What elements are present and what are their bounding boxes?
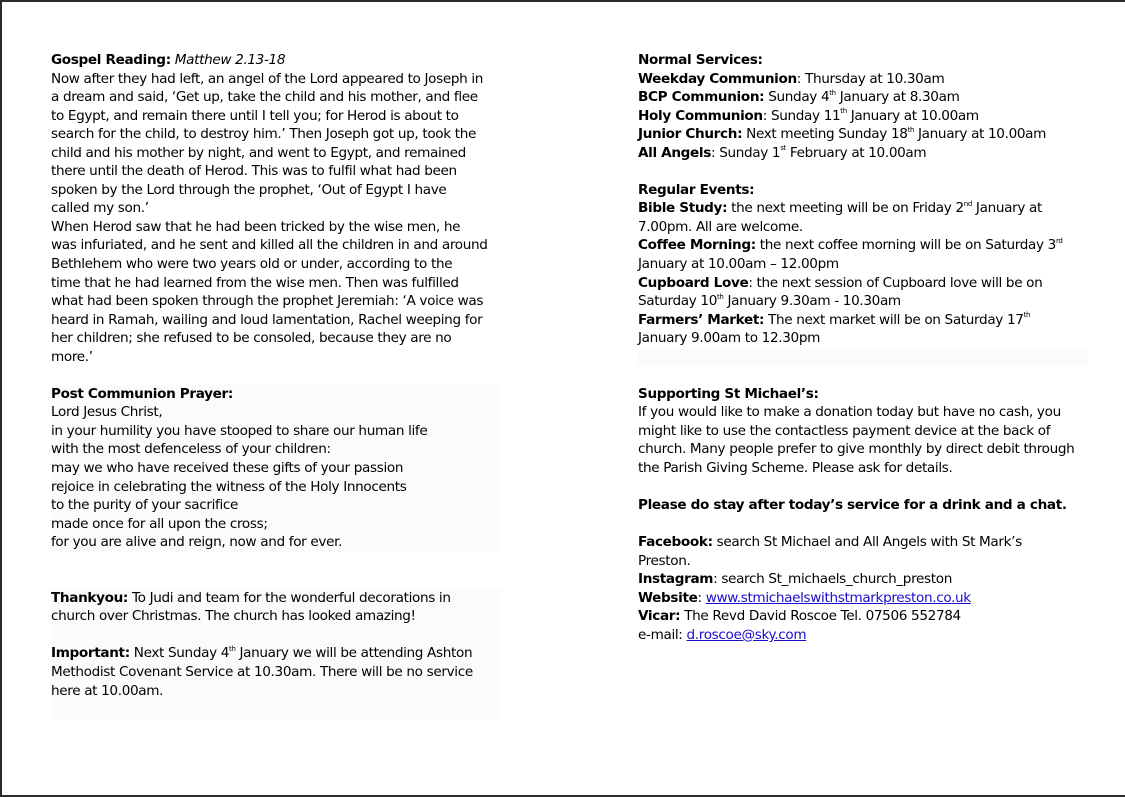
service-item: Weekday Communion: Thursday at 10.30am [638, 70, 945, 87]
instagram-contact: Instagram: search St_michaels_church_preston [638, 571, 952, 588]
important-notice: Important: Next Sunday 4th January we will be attending Ashton Methodist Covenant Service at 10.30am. There will be no service here at 10.00am. [51, 644, 473, 699]
gospel-line: called my son.’ [51, 200, 149, 217]
email-link[interactable]: d.roscoe@sky.com [686, 626, 807, 643]
prayer-line: made once for all upon the cross; [51, 515, 268, 532]
regular-events-section [638, 181, 1088, 348]
contacts-section: Facebook: search St Michael and All Angels with St Mark’s Preston. Instagram: search St_michaels_church_preston Website: www.stmichaelswithstmarkpreston.co.uk Vicar: The Revd David Roscoe Tel. 07506 552784 e-mail: d.roscoe@sky.com [638, 533, 1088, 644]
event-farmers-market: Farmers’ Market: The next market will be on Saturday 17th January 9.00am to 12.30pm [638, 311, 1031, 347]
right-column [638, 51, 1088, 645]
gospel-line: time that he had learned from the wise men. Then was fulfilled [51, 274, 459, 291]
event-cupboard-love: Cupboard Love: the next session of Cupboard love will be on Saturday 10th January 9.30am - 10.30am [638, 274, 1043, 310]
gospel-line: Now after they had left, an angel of the Lord appeared to Joseph in [51, 70, 484, 87]
website-link[interactable]: www.stmichaelswithstmarkpreston.co.uk [705, 589, 971, 606]
prayer-line: rejoice in celebrating the witness of the Holy Innocents [51, 478, 407, 495]
prayer-line: in your humility you have stooped to share our human life [51, 422, 428, 439]
gospel-line: what had been spoken through the prophet Jeremiah: ‘A voice was [51, 293, 484, 310]
gospel-line: more.’ [51, 348, 93, 365]
gospel-line: search for the child, to destroy him.’ Then Joseph got up, took the [51, 126, 477, 143]
service-item: BCP Communion: Sunday 4th January at 8.30am [638, 88, 960, 106]
thankyou-heading: Thankyou: [51, 589, 129, 606]
gospel-line: child and his mother by night, and went to Egypt, and remained [51, 144, 466, 161]
gospel-line: a dream and said, ‘Get up, take the child and his mother, and flee [51, 89, 478, 106]
gospel-reference: Matthew 2.13-18 [174, 52, 286, 68]
post-communion-prayer-section [51, 385, 501, 552]
website-contact: Website: www.stmichaelswithstmarkpreston.co.uk [638, 589, 971, 606]
services-heading: Normal Services: [638, 52, 763, 68]
gospel-line: was infuriated, and he sent and killed all the children in and around [51, 237, 488, 254]
gospel-line: spoken by the Lord through the prophet, ‘Out of Egypt I have [51, 181, 447, 198]
gospel-line: Bethlehem who were two years old or under, according to the [51, 256, 453, 273]
gospel-line: to Egypt, and remain there until I tell you; for Herod is about to [51, 107, 459, 124]
service-item: Holy Communion: Sunday 11th January at 10.00am [638, 107, 979, 124]
gospel-line: there until the death of Herod. This was to fulfil what had been [51, 163, 457, 180]
events-heading: Regular Events: [638, 181, 755, 198]
normal-services-section [638, 51, 1088, 162]
notices-section [51, 589, 501, 719]
event-coffee-morning: Coffee Morning: the next coffee morning will be on Saturday 3rd January at 10.00am – 12.00pm [638, 236, 1063, 273]
prayer-line: may we who have received these gifts of your passion [51, 460, 404, 477]
stay-notice: Please do stay after today’s service for a drink and a chat. [638, 497, 1067, 514]
facebook-contact: Facebook: search St Michael and All Angels with St Mark’s [638, 534, 1022, 551]
prayer-line: for you are alive and reign, now and for ever. [51, 534, 343, 551]
gospel-reading-section [51, 51, 501, 366]
vicar-contact: Vicar: The Revd David Roscoe Tel. 07506 552784 [638, 608, 961, 625]
gospel-line: her children; she refused to be consoled, because they are no [51, 330, 452, 347]
left-column [51, 51, 501, 719]
supporting-heading: Supporting St Michael’s: [638, 385, 819, 402]
prayer-line: to the purity of your sacrifice [51, 497, 239, 514]
prayer-line: with the most defenceless of your children: [51, 441, 331, 458]
event-bible-study: Bible Study: the next meeting will be on Friday 2nd January at 7.00pm. All are welcome. [638, 199, 1042, 235]
gospel-line: When Herod saw that he had been tricked by the wise men, he [51, 218, 461, 235]
prayer-line: Lord Jesus Christ, [51, 404, 163, 421]
prayer-heading: Post Communion Prayer: [51, 385, 233, 402]
thankyou-notice: Thankyou: To Judi and team for the wonderful decorations in church over Christmas. The church has looked amazing! [51, 589, 451, 625]
service-item: All Angels: Sunday 1st February at 10.00am [638, 144, 927, 161]
important-heading: Important: [51, 645, 130, 662]
supporting-section: Supporting St Michael’s: If you would like to make a donation today but have no cash, you might like to use the contactless payment device at the back of church. Many people prefer to give monthly by direct debit through the Parish Giving Scheme. Please ask for details. [638, 385, 1075, 477]
gospel-line: heard in Ramah, wailing and loud lamentation, Rachel weeping for [51, 311, 483, 328]
service-item: Junior Church: Next meeting Sunday 18th January at 10.00am [638, 125, 1047, 143]
gospel-heading: Gospel Reading: [51, 52, 171, 68]
email-contact: e-mail: d.roscoe@sky.com [638, 626, 807, 643]
